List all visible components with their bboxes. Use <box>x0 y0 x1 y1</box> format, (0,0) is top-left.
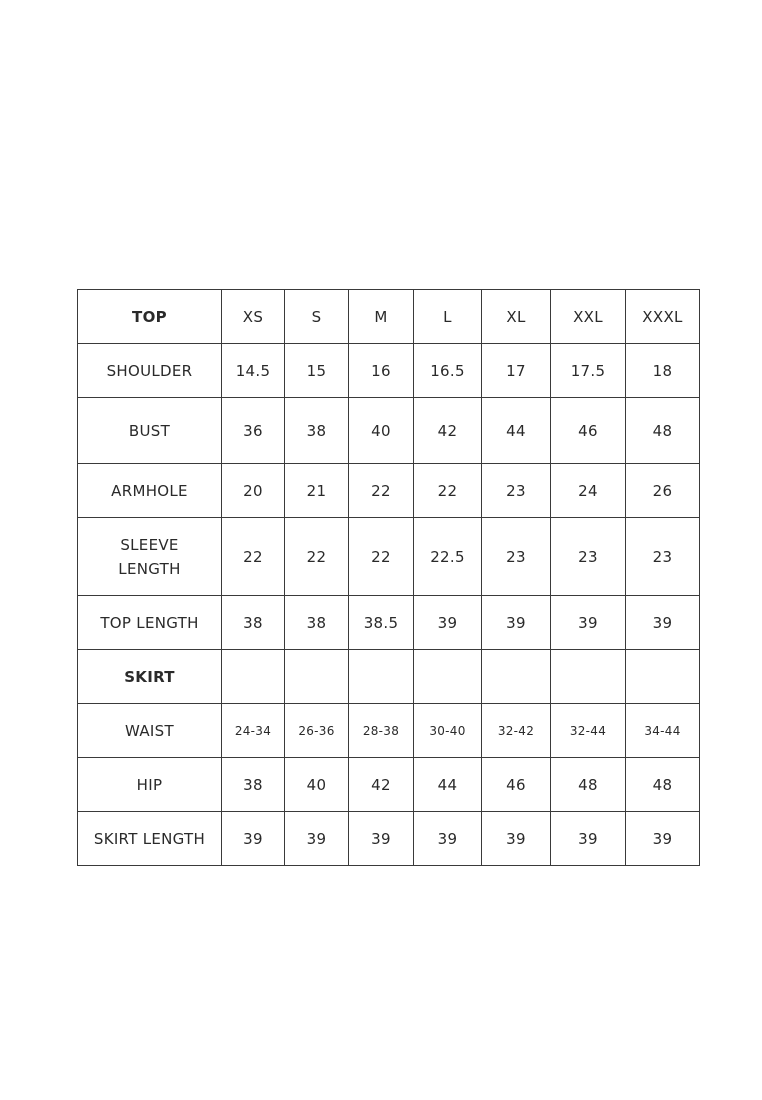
table-row-sleeve-length <box>78 518 700 596</box>
skirt-section-label: SKIRT <box>78 650 222 704</box>
table-cell: 15 <box>285 344 349 398</box>
table-cell: 32-44 <box>551 704 626 758</box>
table-cell: 32-42 <box>482 704 551 758</box>
table-cell: 22 <box>349 464 414 518</box>
table-cell: 22 <box>222 518 285 596</box>
table-cell: 17.5 <box>551 344 626 398</box>
empty-cell <box>349 650 414 704</box>
table-row-skirt-length <box>78 812 700 866</box>
table-cell: 20 <box>222 464 285 518</box>
size-chart-table <box>77 289 700 866</box>
table-cell: 42 <box>349 758 414 812</box>
row-label: BUST <box>78 398 222 464</box>
table-row-waist <box>78 704 700 758</box>
size-header-m: M <box>349 290 414 344</box>
size-header-xl: XL <box>482 290 551 344</box>
top-section-label: TOP <box>78 290 222 344</box>
table-row-top-length <box>78 596 700 650</box>
table-cell: 42 <box>414 398 482 464</box>
table-cell: 48 <box>626 398 700 464</box>
table-cell: 22 <box>349 518 414 596</box>
size-header-xxxl: XXXL <box>626 290 700 344</box>
row-label: SKIRT LENGTH <box>78 812 222 866</box>
size-header-s: S <box>285 290 349 344</box>
table-cell: 40 <box>285 758 349 812</box>
row-label: SHOULDER <box>78 344 222 398</box>
table-cell: 44 <box>482 398 551 464</box>
table-cell: 46 <box>482 758 551 812</box>
table-cell: 39 <box>285 812 349 866</box>
empty-cell <box>414 650 482 704</box>
table-cell: 39 <box>551 596 626 650</box>
table-cell: 30-40 <box>414 704 482 758</box>
table-cell: 38 <box>222 758 285 812</box>
row-label: WAIST <box>78 704 222 758</box>
table-cell: 39 <box>482 812 551 866</box>
row-label: HIP <box>78 758 222 812</box>
table-cell: 40 <box>349 398 414 464</box>
table-cell: 16 <box>349 344 414 398</box>
table-row-bust <box>78 398 700 464</box>
empty-cell <box>285 650 349 704</box>
size-header-xs: XS <box>222 290 285 344</box>
table-cell: 18 <box>626 344 700 398</box>
table-row-shoulder <box>78 344 700 398</box>
size-header-xxl: XXL <box>551 290 626 344</box>
table-cell: 38 <box>222 596 285 650</box>
size-header-l: L <box>414 290 482 344</box>
table-cell: 22 <box>414 464 482 518</box>
empty-cell <box>551 650 626 704</box>
empty-cell <box>222 650 285 704</box>
table-cell: 26 <box>626 464 700 518</box>
table-cell: 39 <box>482 596 551 650</box>
empty-cell <box>482 650 551 704</box>
table-cell: 39 <box>551 812 626 866</box>
table-cell: 23 <box>482 464 551 518</box>
table-cell: 38 <box>285 398 349 464</box>
top-header-row <box>78 290 700 344</box>
table-cell: 17 <box>482 344 551 398</box>
table-cell: 38 <box>285 596 349 650</box>
table-cell: 22 <box>285 518 349 596</box>
table-cell: 24-34 <box>222 704 285 758</box>
table-cell: 48 <box>626 758 700 812</box>
table-cell: 14.5 <box>222 344 285 398</box>
table-cell: 16.5 <box>414 344 482 398</box>
row-label: SLEEVE LENGTH <box>78 518 222 596</box>
table-cell: 44 <box>414 758 482 812</box>
table-cell: 26-36 <box>285 704 349 758</box>
table-cell: 23 <box>482 518 551 596</box>
table-cell: 24 <box>551 464 626 518</box>
table-row-hip <box>78 758 700 812</box>
skirt-header-row <box>78 650 700 704</box>
row-label: ARMHOLE <box>78 464 222 518</box>
table-cell: 22.5 <box>414 518 482 596</box>
table-cell: 39 <box>414 596 482 650</box>
table-cell: 23 <box>626 518 700 596</box>
table-cell: 39 <box>626 596 700 650</box>
table-cell: 39 <box>222 812 285 866</box>
row-label: TOP LENGTH <box>78 596 222 650</box>
table-cell: 28-38 <box>349 704 414 758</box>
table-cell: 48 <box>551 758 626 812</box>
table-cell: 21 <box>285 464 349 518</box>
table-cell: 36 <box>222 398 285 464</box>
table-row-armhole <box>78 464 700 518</box>
table-cell: 38.5 <box>349 596 414 650</box>
table-cell: 34-44 <box>626 704 700 758</box>
table-cell: 39 <box>414 812 482 866</box>
empty-cell <box>626 650 700 704</box>
table-cell: 39 <box>349 812 414 866</box>
table-cell: 39 <box>626 812 700 866</box>
table-cell: 46 <box>551 398 626 464</box>
table-cell: 23 <box>551 518 626 596</box>
